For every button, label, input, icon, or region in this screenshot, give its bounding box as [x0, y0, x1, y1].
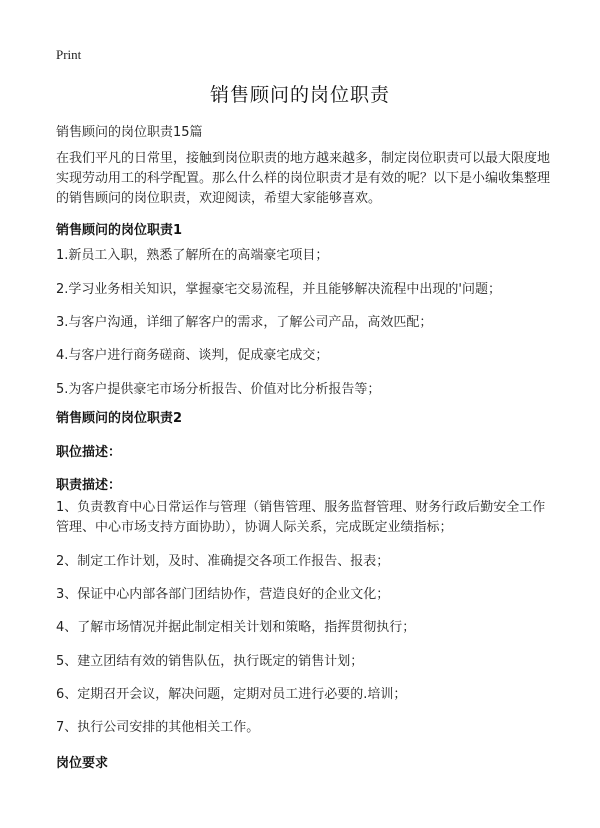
print-link[interactable]: Print [56, 47, 82, 62]
requirements-heading: 岗位要求 [56, 756, 109, 771]
section2-item: 2、制定工作计划，及时、准确提交各项工作报告、报表； [56, 554, 390, 569]
section2-item: 7、执行公司安排的其他相关工作。 [56, 720, 260, 735]
section1-item: 1.新员工入职，熟悉了解所在的高端豪宅项目； [56, 248, 329, 263]
section2-item: 6、定期召开会议，解决问题，定期对员工进行必要的.培训； [56, 687, 407, 702]
section2-item: 4、了解市场情况并据此制定相关计划和策略，指挥贯彻执行； [56, 620, 416, 635]
section1-item: 3.与客户沟通，详细了解客户的需求，了解公司产品，高效匹配； [56, 315, 433, 330]
duty-description-label: 职责描述： [56, 478, 122, 493]
section1-heading: 销售顾问的岗位职责1 [56, 223, 183, 238]
page-title: 销售顾问的岗位职责 [209, 84, 390, 106]
document-subtitle: 销售顾问的岗位职责15篇 [56, 125, 203, 140]
section2-item: 5、建立团结有效的销售队伍，执行既定的销售计划； [56, 654, 364, 669]
section2-item: 3、保证中心内部各部门团结协作，营造良好的企业文化； [56, 587, 390, 602]
section1-item: 5.为客户提供豪宅市场分析报告、价值对比分析报告等； [56, 382, 381, 397]
job-description-label: 职位描述： [56, 445, 122, 460]
section2-heading: 销售顾问的岗位职责2 [56, 411, 183, 426]
intro-paragraph: 在我们平凡的日常里，接触到岗位职责的地方越来越多，制定岗位职责可以最大限度地实现劳动用工的科学配置。那么什么样的岗位职责才是有效的呢？以下是小编收集整理的销售顾问的岗位职责，欢迎阅读，希望大家能够喜欢。 [56, 151, 551, 206]
section1-item: 4.与客户进行商务磋商、谈判，促成豪宅成交； [56, 348, 329, 363]
section1-item: 2.学习业务相关知识，掌握豪宅交易流程，并且能够解决流程中出现的'问题； [56, 282, 501, 297]
section2-item: 1、负责教育中心日常运作与管理（销售管理、服务监督管理、财务行政后勤安全工作管理、中心市场支持方面协助），协调人际关系，完成既定业绩指标； [56, 500, 546, 535]
